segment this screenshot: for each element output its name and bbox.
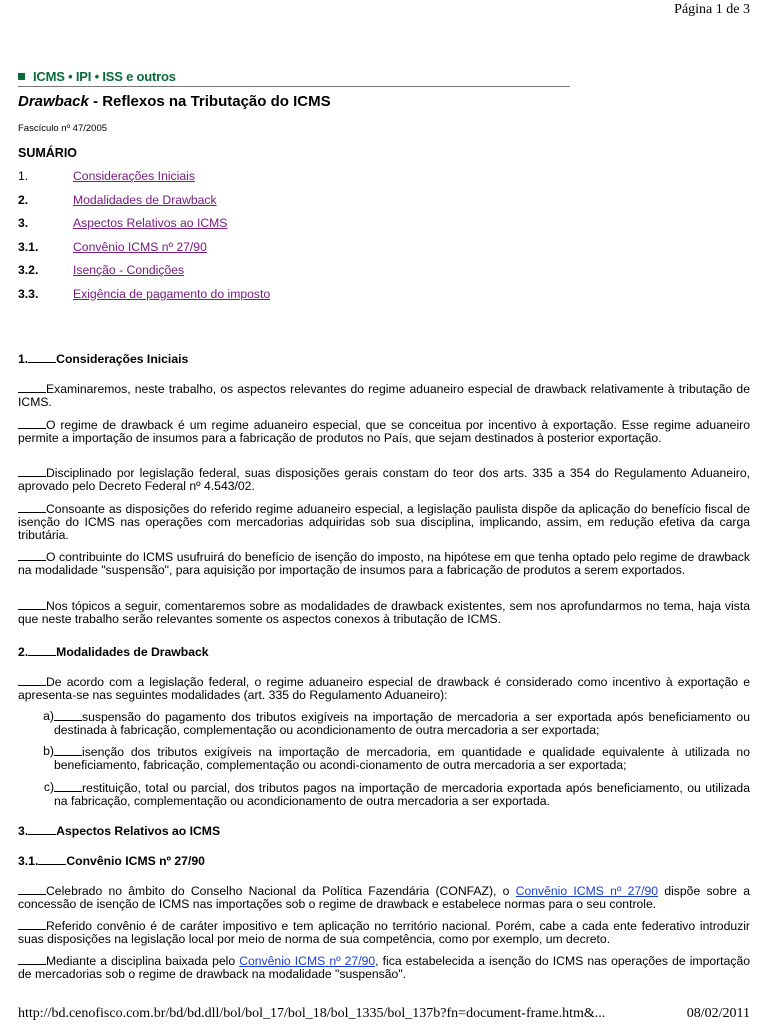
paragraph: Disciplinado por legislação federal, suas disposições gerais constam do teor dos arts. 335 a 354 do Regulamento Aduaneiro, aprovado pelo Decreto Federal nº 4.543/02. (18, 466, 750, 493)
footer-date: 08/02/2011 (686, 1006, 750, 1021)
fasciculo-label: Fascículo nº 47/2005 (18, 123, 108, 134)
paragraph: O contribuinte do ICMS usufruirá do benefício de isenção do imposto, na hipótese em que tenha optado pelo regime de drawback na modalidade "suspensão", para aquisição por importação de insumos para a fabricação de produtos a serem exportados. (18, 550, 750, 577)
toc-number: 3.3. (18, 286, 39, 301)
paragraph: Referido convênio é de caráter impositivo e tem aplicação no território nacional. Porém, cabe a cada ente federativo introduzir suas disposições na legislação local por meio de norma de sua competência, como por exemplo, um decreto. (18, 919, 750, 946)
toc-number: 3. (18, 216, 29, 230)
table-of-contents (18, 170, 750, 311)
section-2-heading (18, 645, 750, 659)
section-title: Convênio ICMS nº 27/90 (66, 854, 205, 868)
page-number: Página 1 de 3 (674, 2, 750, 17)
title-italic: Drawback (18, 93, 89, 110)
toc-link-exigencia[interactable]: Exigência de pagamento do imposto (73, 286, 271, 301)
toc-item (18, 288, 750, 312)
toc-item (18, 170, 750, 194)
paragraph: De acordo com a legislação federal, o regime aduaneiro especial de drawback é considerado como incentivo à exportação e apresenta-se nas seguintes modalidades (art. 335 do Regulamento Aduaneiro): (18, 675, 750, 702)
toc-number: 3.2. (18, 263, 39, 277)
paragraph: Nos tópicos a seguir, comentaremos sobre as modalidades de drawback existentes, sem nos aprofundarmos no tema, haja vista que neste trabalho serão relevantes somente os aspectos conexos à tributação de ICMS. (18, 599, 750, 626)
section-3-heading (18, 824, 750, 838)
convenio-link[interactable]: Convênio ICMS nº 27/90 (239, 954, 376, 968)
toc-link-consideracoes[interactable]: Considerações Iniciais (73, 169, 195, 183)
document-body (18, 69, 750, 981)
toc-number: 1. (18, 169, 29, 183)
document-title (18, 95, 750, 108)
paragraph: Consoante as disposições do referido regime aduaneiro especial, a legislação paulista dispõe da aplicação do benefício fiscal de isenção do ICMS nas operações com mercadorias adquiridas sob sua disciplina, implicando, assim, em redução efetiva da carga tributária. (18, 502, 750, 542)
convenio-link[interactable]: Convênio ICMS nº 27/90 (515, 884, 659, 898)
section-number: 3.1. (18, 854, 39, 868)
brand-label: ICMS • IPI • ISS e outros (33, 69, 176, 84)
green-square-icon (18, 73, 25, 80)
paragraph: Celebrado no âmbito do Conselho Nacional da Política Fazendária (CONFAZ), o Convênio ICMS nº 27/90 dispõe sobre a concessão de isenção de ICMS nas importações sob o regime de drawback e estabelece normas para o seu controle. (18, 884, 750, 911)
toc-item (18, 217, 750, 241)
title-rest: - Reflexos na Tributação do ICMS (88, 93, 331, 110)
brand-header (18, 70, 750, 83)
list-item (18, 745, 750, 772)
toc-number: 2. (18, 192, 29, 207)
footer-url: http://bd.cenofisco.com.br/bd/bd.dll/bol/bol_17/bol_18/bol_1335/bol_137b?fn=document-frame.htm&... (18, 1006, 606, 1021)
paragraph: Examinaremos, neste trabalho, os aspectos relevantes do regime aduaneiro especial de drawback relativamente à tributação de ICMS. (18, 382, 750, 409)
list-item (18, 781, 750, 808)
section-number: 1. (18, 352, 29, 366)
section-title: Modalidades de Drawback (56, 645, 209, 659)
section-1-heading (18, 352, 750, 366)
toc-item (18, 194, 750, 218)
toc-item (18, 241, 750, 265)
section-number: 3. (18, 824, 29, 838)
toc-link-isencao[interactable]: Isenção - Condições (73, 263, 185, 277)
paragraph: Mediante a disciplina baixada pelo Convênio ICMS nº 27/90, fica estabelecida a isenção do ICMS nas operações de importação de mercadorias sob o regime de drawback na modalidade "suspensão". (18, 954, 750, 981)
list-text: suspensão do pagamento dos tributos exigíveis na importação de mercadoria a ser exportada após beneficiamento ou destinada à fabricação, complementação ou acondicionamento de outra mercadoria a ser exportada; (54, 710, 750, 737)
section-title: Aspectos Relativos ao ICMS (56, 824, 221, 838)
list-item (18, 710, 750, 737)
section-3-1-heading (18, 854, 750, 868)
paragraph: O regime de drawback é um regime aduaneiro especial, que se conceitua por incentivo à exportação. Esse regime aduaneiro permite a importação de insumos para a fabricação de produtos no País, que sejam destinados à posterior exportação. (18, 418, 750, 445)
toc-link-aspectos[interactable]: Aspectos Relativos ao ICMS (73, 216, 228, 230)
list-text: isenção dos tributos exigíveis na importação de mercadoria, em quantidade e qualidade equivalente à utilizada no beneficiamento, fabricação, complementação ou acondi-cionamento de outra mercadoria a ser exportada; (54, 745, 750, 772)
toc-item (18, 264, 750, 288)
list-label: b) (43, 744, 54, 758)
section-title: Considerações Iniciais (56, 352, 189, 366)
toc-number: 3.1. (18, 239, 39, 254)
section-number: 2. (18, 645, 29, 659)
list-text: restituição, total ou parcial, dos tributos pagos na importação de mercadoria exportada após beneficiamento, ou utilizada na fabricação, complementação ou acondicionamento de outra mercadoria a ser exportada. (54, 781, 750, 808)
list-label: a) (43, 709, 54, 723)
toc-link-modalidades[interactable]: Modalidades de Drawback (73, 192, 217, 207)
header-rule (18, 86, 570, 87)
sumario-heading: SUMÁRIO (18, 146, 78, 160)
toc-link-convenio[interactable]: Convênio ICMS nº 27/90 (73, 239, 207, 254)
list-label: c) (43, 780, 54, 794)
